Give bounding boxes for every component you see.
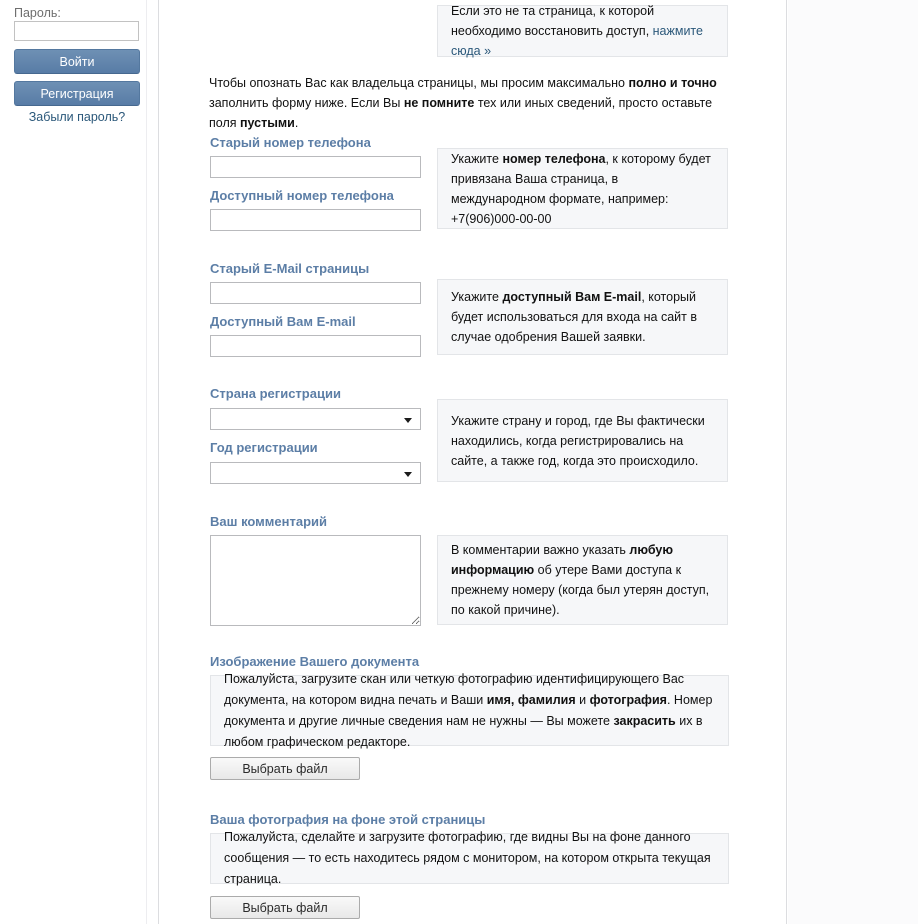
wrong-page-notice-text: Если это не та страница, к которой необходимо восстановить доступ, <box>451 4 655 38</box>
photo-section-label: Ваша фотография на фоне этой страницы <box>210 812 486 827</box>
year-label: Год регистрации <box>210 440 318 455</box>
email-hint: Укажите доступный Вам E-mail, который будет использоваться для входа на сайт в случае одобрения Вашей заявки. <box>437 279 728 355</box>
available-email-input[interactable] <box>210 335 421 357</box>
old-email-input[interactable] <box>210 282 421 304</box>
password-label: Пароль: <box>14 6 61 20</box>
register-button[interactable]: Регистрация <box>14 81 140 106</box>
country-select[interactable] <box>210 408 421 430</box>
available-phone-label: Доступный номер телефона <box>210 188 394 203</box>
password-input[interactable] <box>14 21 139 41</box>
photo-instructions: Пожалуйста, сделайте и загрузите фотографию, где видны Вы на фоне данного сообщения — то есть находитесь рядом с монитором, на котором открыта текущая страница. <box>210 833 729 884</box>
click-here-link[interactable]: нажмите сюда » <box>451 24 703 58</box>
intro-text: Чтобы опознать Вас как владельца страницы, мы просим максимально полно и точно заполнить форму ниже. Если Вы не помните тех или иных сведений, просто оставьте поля пустыми. <box>209 76 717 130</box>
available-email-label: Доступный Вам E-mail <box>210 314 356 329</box>
forgot-password-link[interactable]: Забыли пароль? <box>28 110 126 124</box>
page-right-gutter <box>788 0 918 924</box>
document-instructions: Пожалуйста, загрузите скан или четкую фотографию идентифицирующего Вас документа, на котором видна печать и Ваши имя, фамилия и фотография. Номер документа и другие личные сведения нам не нужны — Вы можете закрасить их в любом графическом редакторе. <box>210 675 729 746</box>
old-phone-input[interactable] <box>210 156 421 178</box>
comment-hint: В комментарии важно указать любую информацию об утере Вами доступа к прежнему номеру (когда был утерян доступ, по какой причине). <box>437 535 728 625</box>
chevron-down-icon <box>404 472 412 481</box>
comment-label: Ваш комментарий <box>210 514 328 529</box>
photo-choose-file-button[interactable]: Выбрать файл <box>210 896 360 919</box>
country-label: Страна регистрации <box>210 386 341 401</box>
comment-textarea[interactable] <box>210 535 421 626</box>
document-choose-file-button[interactable]: Выбрать файл <box>210 757 360 780</box>
login-sidebar <box>0 0 147 924</box>
document-section-label: Изображение Вашего документа <box>210 654 420 669</box>
year-select[interactable] <box>210 462 421 484</box>
chevron-down-icon <box>404 418 412 427</box>
old-email-label: Старый E-Mail страницы <box>210 261 370 276</box>
registration-hint: Укажите страну и город, где Вы фактически находились, когда регистрировались на сайте, а также год, когда это происходило. <box>437 399 728 482</box>
wrong-page-notice <box>437 5 728 57</box>
login-button[interactable]: Войти <box>14 49 140 74</box>
old-phone-label: Старый номер телефона <box>210 135 371 150</box>
available-phone-input[interactable] <box>210 209 421 231</box>
phone-hint: Укажите номер телефона, к которому будет привязана Ваша страница, в международном формате, например: +7(906)000-00-00 <box>437 148 728 229</box>
page-recovery-form <box>158 0 787 924</box>
